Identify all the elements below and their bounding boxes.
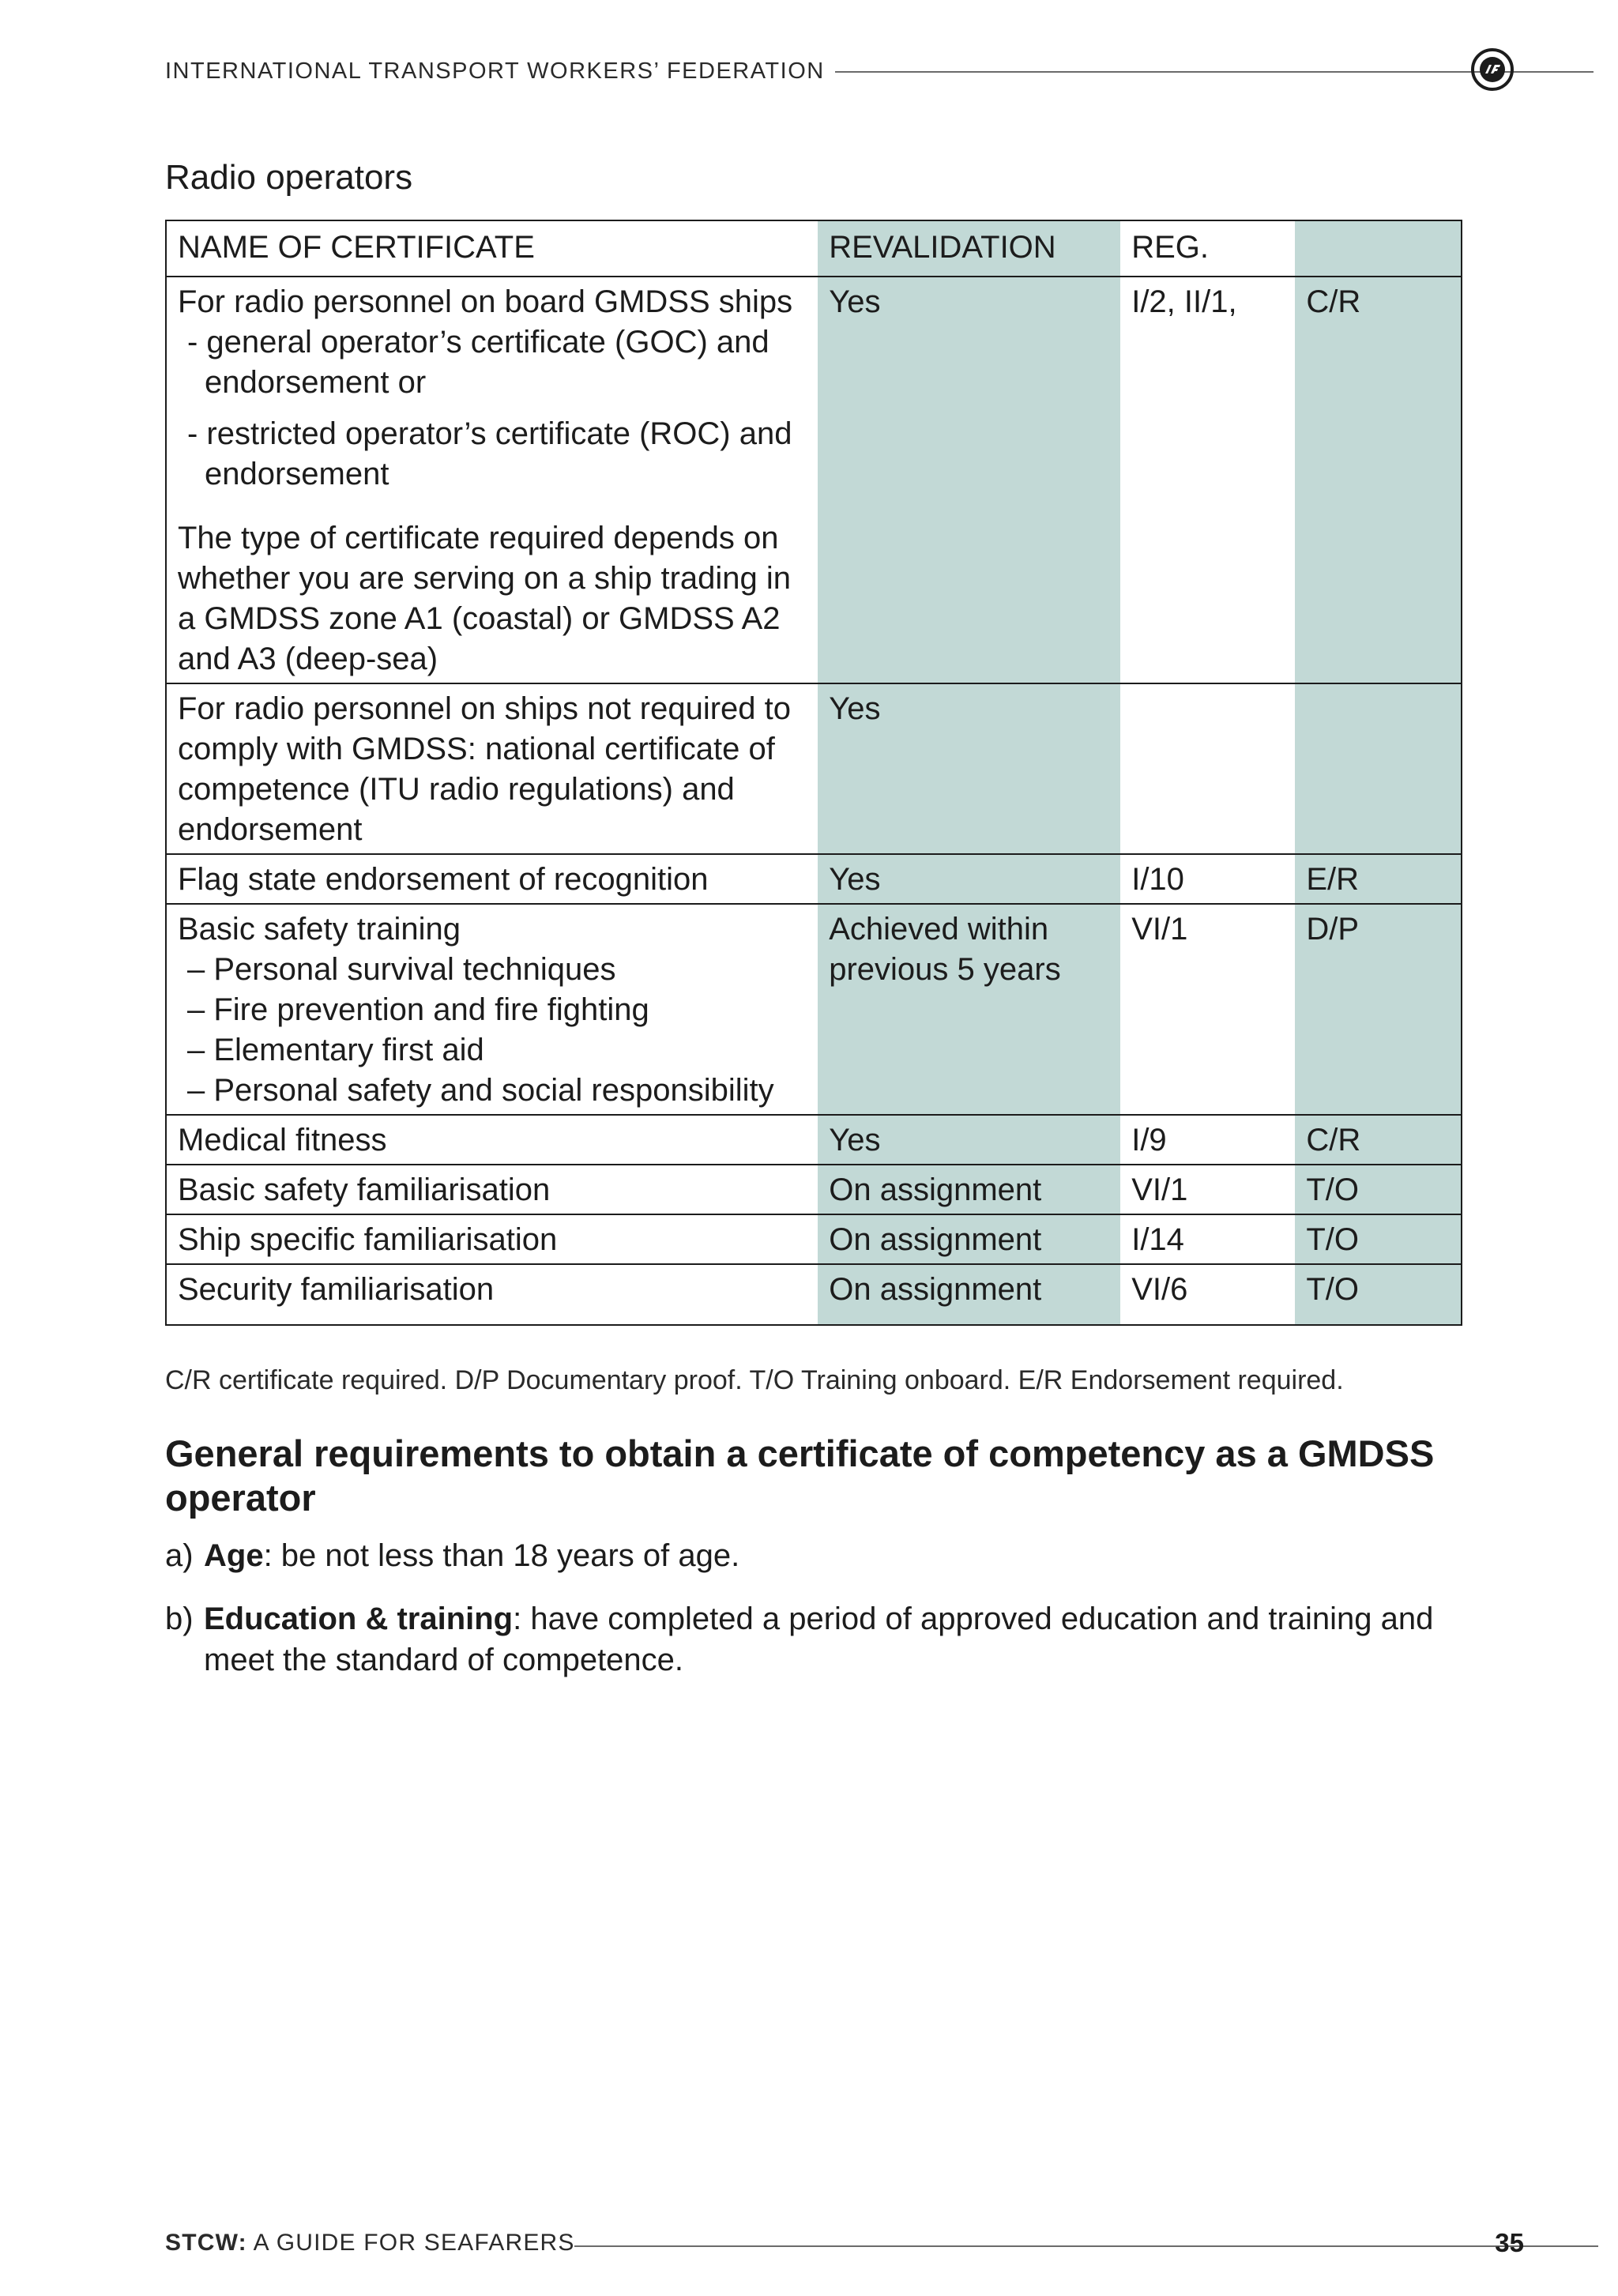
requirement-label: a) <box>165 1538 194 1573</box>
cell-revalidation: On assignment <box>818 1264 1120 1325</box>
table-row <box>166 1165 1462 1214</box>
page-footer <box>165 2230 1524 2261</box>
requirement-item <box>165 1598 1469 1681</box>
cell-name: Ship specific familiarisation <box>166 1214 818 1264</box>
page-header <box>165 55 1524 87</box>
cell-reg: VI/1 <box>1120 904 1295 1115</box>
cell-revalidation: Yes <box>818 683 1120 854</box>
cell-name <box>166 904 818 1115</box>
cell-reg: I/14 <box>1120 1214 1295 1264</box>
cell-reg: VI/6 <box>1120 1264 1295 1325</box>
cell-code: T/O <box>1295 1264 1462 1325</box>
cell-name-note: The type of certificate required depends on whether you are serving on a ship trading in a GMDSS zone A1 (coastal) or GMDSS A2 and A3 (deep-sea) <box>178 521 792 676</box>
cell-name <box>166 277 818 683</box>
cell-reg: I/9 <box>1120 1115 1295 1165</box>
header-title: INTERNATIONAL TRANSPORT WORKERS’ FEDERATION <box>165 58 825 84</box>
cell-name-intro: For radio personnel on board GMDSS ships <box>178 284 793 319</box>
cell-revalidation: On assignment <box>818 1165 1120 1214</box>
requirement-text: : be not less than 18 years of age. <box>263 1538 740 1573</box>
cell-revalidation: Yes <box>818 1115 1120 1165</box>
cell-name-bullet: – Personal safety and social responsibility <box>187 1073 774 1108</box>
footer-title <box>165 2230 575 2256</box>
cell-name: Security familiarisation <box>166 1264 818 1325</box>
table-row <box>166 1264 1462 1325</box>
footer-rule <box>574 2245 1598 2247</box>
cell-name-bullet: – Elementary first aid <box>187 1033 484 1067</box>
footer-title-rest: A GUIDE FOR SEAFARERS <box>246 2230 575 2256</box>
cell-reg: I/2, II/1, <box>1120 277 1295 683</box>
cell-revalidation: Achieved within previous 5 years <box>818 904 1120 1115</box>
table-row <box>166 854 1462 904</box>
cell-code: C/R <box>1295 277 1462 683</box>
cell-reg <box>1120 683 1295 854</box>
cell-reg: VI/1 <box>1120 1165 1295 1214</box>
cell-revalidation: Yes <box>818 854 1120 904</box>
column-header-name: NAME OF CERTIFICATE <box>178 230 535 265</box>
cell-name-bullet: - general operator’s certificate (GOC) and endorsement or <box>187 325 769 400</box>
column-header-revalidation: REVALIDATION <box>818 220 1120 277</box>
cell-code: D/P <box>1295 904 1462 1115</box>
cell-name-bullet: - restricted operator’s certificate (ROC) and endorsement <box>187 416 792 491</box>
column-header-code <box>1295 220 1462 277</box>
cell-code: T/O <box>1295 1214 1462 1264</box>
cell-revalidation: On assignment <box>818 1214 1120 1264</box>
table-row <box>166 683 1462 854</box>
cell-code: E/R <box>1295 854 1462 904</box>
cell-name: For radio personnel on ships not required to comply with GMDSS: national certificate of competence (ITU radio regulations) and endorsement <box>166 683 818 854</box>
table-row <box>166 1214 1462 1264</box>
requirement-item <box>165 1535 1469 1576</box>
table-row <box>166 277 1462 683</box>
cell-code: C/R <box>1295 1115 1462 1165</box>
cell-reg: I/10 <box>1120 854 1295 904</box>
section-title: Radio operators <box>165 158 413 197</box>
cell-name: Medical fitness <box>166 1115 818 1165</box>
table-header-row <box>166 220 1462 277</box>
requirement-term: Education & training <box>204 1602 514 1636</box>
table-row <box>166 904 1462 1115</box>
cell-code <box>1295 683 1462 854</box>
page-number: 35 <box>1495 2228 1524 2257</box>
table-row <box>166 1115 1462 1165</box>
abbreviation-note: C/R certificate required. D/P Documentary proof. T/O Training onboard. E/R Endorsement required. <box>165 1365 1344 1395</box>
requirements-title: General requirements to obtain a certificate of competency as a GMDSS operator <box>165 1432 1435 1519</box>
column-header-reg: REG. <box>1131 230 1209 265</box>
cell-code: T/O <box>1295 1165 1462 1214</box>
footer-title-bold: STCW: <box>165 2230 247 2256</box>
requirement-term: Age <box>204 1538 264 1573</box>
cell-name: Flag state endorsement of recognition <box>166 854 818 904</box>
cell-name-bullet: – Fire prevention and fire fighting <box>187 992 649 1027</box>
requirement-text: : have completed a period of approved education and training and meet the standard of competence. <box>204 1602 1434 1677</box>
cell-name-bullet: – Personal survival techniques <box>187 952 616 987</box>
cell-revalidation: Yes <box>818 277 1120 683</box>
cell-name-intro: Basic safety training <box>178 912 461 947</box>
itf-logo-icon <box>1470 47 1515 92</box>
cell-name: Basic safety familiarisation <box>166 1165 818 1214</box>
requirement-label: b) <box>165 1602 194 1636</box>
certificates-table <box>165 220 1462 1326</box>
